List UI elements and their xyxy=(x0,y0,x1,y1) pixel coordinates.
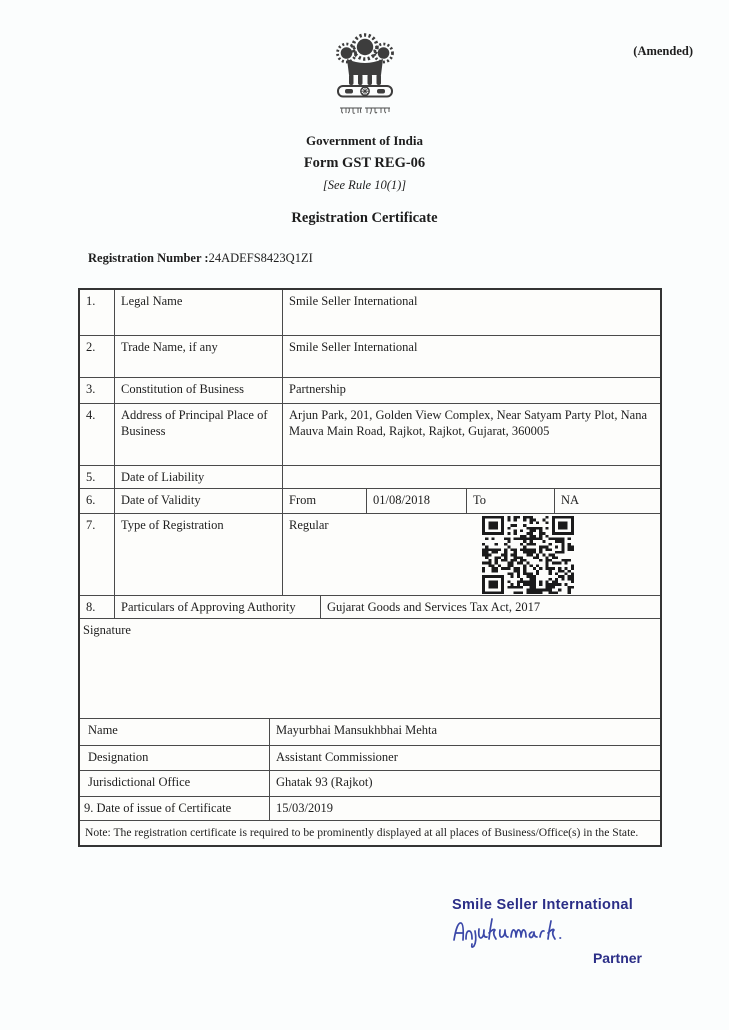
row-attribute: Address of Principal Place of Business xyxy=(114,404,282,465)
officer-value: Assistant Commissioner xyxy=(269,746,660,770)
row-number: 6. xyxy=(86,493,96,507)
handwritten-signature xyxy=(450,914,590,952)
page-title: Registration Certificate xyxy=(291,210,438,226)
row-value: Gujarat Goods and Services Tax Act, 2017 xyxy=(320,596,660,618)
table-row-constitution xyxy=(80,377,660,403)
validity-cells xyxy=(282,489,660,513)
table-row-jurisdictional-office xyxy=(80,770,660,796)
row-value: Smile Seller International xyxy=(282,336,660,377)
row-number: 2. xyxy=(86,340,96,354)
registration-number-label: Registration Number : xyxy=(88,251,209,265)
signature-label: Signature xyxy=(83,623,131,637)
registration-number-value: 24ADEFS8423Q1ZI xyxy=(208,251,313,265)
officer-value: Mayurbhai Mansukhbhai Mehta xyxy=(269,719,660,745)
table-row-type-of-registration xyxy=(80,513,660,595)
validity-to-value: NA xyxy=(554,489,660,513)
row-attribute: Date of Validity xyxy=(114,489,282,513)
table-row-date-of-liability xyxy=(80,465,660,488)
row-value: Smile Seller International xyxy=(282,290,660,335)
emblem-of-india xyxy=(0,33,729,116)
row-number: 1. xyxy=(86,294,96,308)
row-attribute: Date of Liability xyxy=(114,466,282,488)
row-value: Partnership xyxy=(282,378,660,403)
qr-code xyxy=(482,516,574,594)
amended-label: (Amended) xyxy=(633,44,693,58)
form-name-heading: Form GST REG-06 xyxy=(303,155,426,171)
certificate-table xyxy=(78,288,662,847)
company-stamp xyxy=(452,897,664,966)
lion-capital-icon xyxy=(332,33,398,99)
officer-value: 15/03/2019 xyxy=(269,797,660,820)
registration-number xyxy=(88,251,313,266)
officer-label: Designation xyxy=(88,750,149,764)
government-of-india-heading: Government of India xyxy=(306,133,423,148)
row-number: 3. xyxy=(86,382,96,396)
row-attribute: Particulars of Approving Authority xyxy=(114,596,320,618)
row-attribute: Constitution of Business xyxy=(114,378,282,403)
table-row-date-of-validity xyxy=(80,488,660,513)
table-row-date-of-issue xyxy=(80,796,660,820)
row-number: 8. xyxy=(86,600,96,614)
officer-value: Ghatak 93 (Rajkot) xyxy=(269,771,660,796)
row-number: 7. xyxy=(86,518,96,532)
note-row xyxy=(80,820,660,845)
row-attribute: Trade Name, if any xyxy=(114,336,282,377)
row-value: Regular xyxy=(289,518,329,532)
row-value xyxy=(282,466,660,488)
row-attribute: Legal Name xyxy=(114,290,282,335)
table-row-address xyxy=(80,403,660,465)
rule-reference: [See Rule 10(1)] xyxy=(322,178,407,192)
registration-type-cell xyxy=(282,514,660,595)
row-value: Arjun Park, 201, Golden View Complex, Near Satyam Party Plot, Nana Mauva Main Road, Rajkot, Rajkot, Gujarat, 360005 xyxy=(282,404,660,465)
validity-from-value: 01/08/2018 xyxy=(366,489,466,513)
validity-from-label: From xyxy=(289,493,317,507)
note-text: Note: The registration certificate is required to be prominently displayed at all places of Business/Office(s) in the State. xyxy=(85,826,639,839)
validity-to-label: To xyxy=(466,489,554,513)
table-row-legal-name xyxy=(80,290,660,335)
stamp-role: Partner xyxy=(592,950,642,966)
table-row-officer-name xyxy=(80,718,660,745)
stamp-company-name: Smile Seller International xyxy=(452,897,634,913)
officer-label: 9. Date of issue of Certificate xyxy=(84,801,232,815)
table-row-trade-name xyxy=(80,335,660,377)
officer-label: Jurisdictional Office xyxy=(88,775,191,789)
row-attribute: Type of Registration xyxy=(114,514,282,595)
row-number: 4. xyxy=(86,408,96,422)
motto-satyameva-jayate xyxy=(338,106,392,116)
row-number: 5. xyxy=(86,470,96,484)
signature-row xyxy=(80,618,660,718)
officer-label: Name xyxy=(88,723,118,737)
table-row-officer-designation xyxy=(80,745,660,770)
table-row-approving-authority xyxy=(80,595,660,618)
